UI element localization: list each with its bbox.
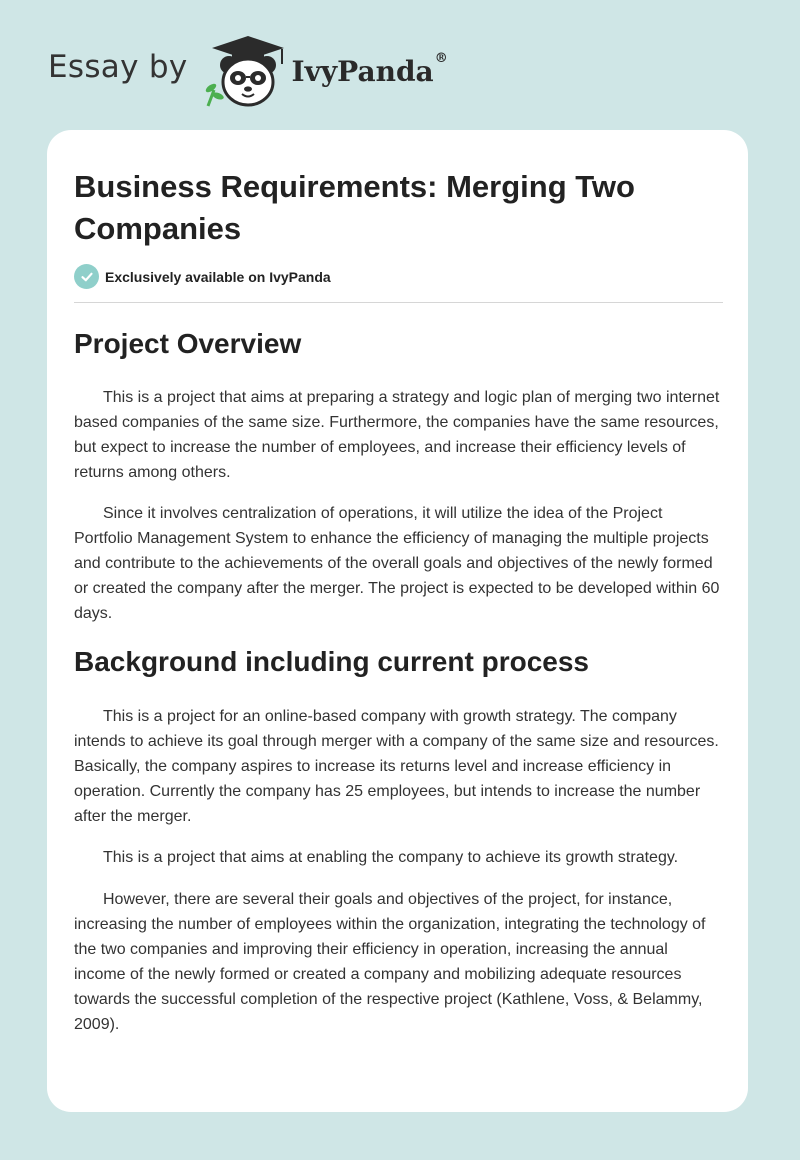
section-heading: Background including current process	[74, 646, 589, 677]
check-icon	[74, 264, 99, 289]
title-divider	[74, 302, 723, 303]
section-heading: Project Overview	[74, 328, 302, 359]
brand-name-text: IvyPanda	[291, 54, 434, 88]
paragraph: This is a project that aims at enabling the company to achieve its growth strategy.	[103, 849, 679, 866]
paragraph: Since it involves centralization of operations, it will utilize the idea of the Project Portfolio Management System to enhance the efficiency of managing the multiple projects and contribute to the achievements of the overall goals and objectives of the newly formed or created the company after the merger. The project is expected to be developed within 60 days.	[74, 505, 720, 622]
paragraph: However, there are several their goals and objectives of the project, for instance, increasing the number of employees within the organization, integrating the technology of the two companies and improving their efficiency in operation, increasing the annual income of the newly formed or created a company and mobilizing adequate resources towards the successful completion of the respective project (Kathlene, Voss, & Belammy, 2009).	[74, 891, 706, 1033]
panda-logo-icon	[202, 30, 294, 110]
paragraph: This is a project for an online-based company with growth strategy. The company intends to achieve its goal through merger with a company of the same size and resources. Basically, the company aspires to increase its returns level and increase efficiency in operation. Currently the company has 25 employees, but intends to increase the number after the merger.	[74, 708, 719, 825]
brand-name	[291, 50, 448, 88]
essay-card	[47, 130, 748, 1112]
brand-header	[48, 30, 448, 110]
page-title: Business Requirements: Merging Two Companies	[74, 169, 635, 246]
brand-prefix: Essay by	[48, 49, 188, 85]
exclusive-badge	[74, 264, 331, 289]
paragraph: This is a project that aims at preparing a strategy and logic plan of merging two internet based companies of the same size. Furthermore, the companies have the same resources, but expect to increase the number of employees, and increase their efficiency levels of returns among others.	[74, 389, 720, 481]
registered-mark: ®	[434, 50, 448, 66]
badge-text: Exclusively available on IvyPanda	[105, 268, 331, 285]
